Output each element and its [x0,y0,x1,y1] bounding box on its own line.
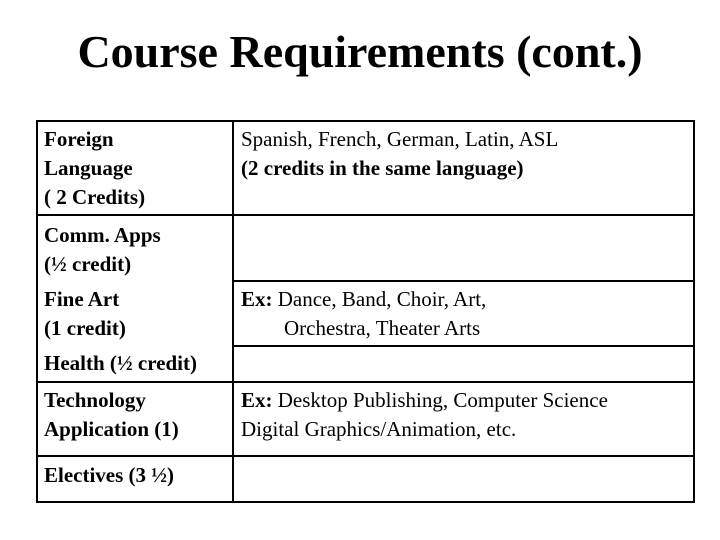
page-title: Course Requirements (cont.) [77,26,643,77]
row-1-right [241,125,558,183]
row-1-left [44,125,145,212]
example-prefix: Ex: [241,287,273,311]
row-4-left-line-1: Health (½ credit) [44,351,197,375]
row-3-right-text-1: Dance, Band, Choir, Art, [277,287,487,311]
row-5-left [44,386,179,444]
row-6-left [44,461,174,490]
row-5-right-text-1: Desktop Publishing, Computer Science [277,388,608,412]
row-divider [36,214,695,216]
row-1-left-line-1: Foreign [44,127,114,151]
row-5-left-line-2: Application (1) [44,417,179,441]
row-2-left-line-2: (½ credit) [44,252,132,276]
row-5-right [241,386,608,444]
column-divider [232,120,234,503]
row-2-left-line-1: Comm. Apps [44,223,161,247]
row-divider [233,345,695,347]
row-4-left [44,349,197,378]
row-divider [36,455,695,457]
row-3-left-line-1: Fine Art [44,287,120,311]
row-divider [233,280,695,282]
row-3-right-line-1 [241,285,486,314]
row-1-left-line-2: Language [44,156,133,180]
row-2-left [44,221,161,279]
row-3-left [44,285,126,343]
row-1-right-line-1: Spanish, French, German, Latin, ASL [241,127,559,151]
row-3-right-line-2: Orchestra, Theater Arts [284,316,481,340]
row-3-right [241,285,486,343]
row-5-right-line-2: Digital Graphics/Animation, etc. [241,417,517,441]
row-3-left-line-2: (1 credit) [44,316,126,340]
row-5-left-line-1: Technology [44,388,146,412]
example-prefix: Ex: [241,388,273,412]
row-1-left-line-3: ( 2 Credits) [44,185,146,209]
row-divider [36,381,695,383]
row-5-right-line-1 [241,386,608,415]
row-6-left-line-1: Electives (3 ½) [44,463,175,487]
row-1-right-line-2: (2 credits in the same language) [241,156,524,180]
